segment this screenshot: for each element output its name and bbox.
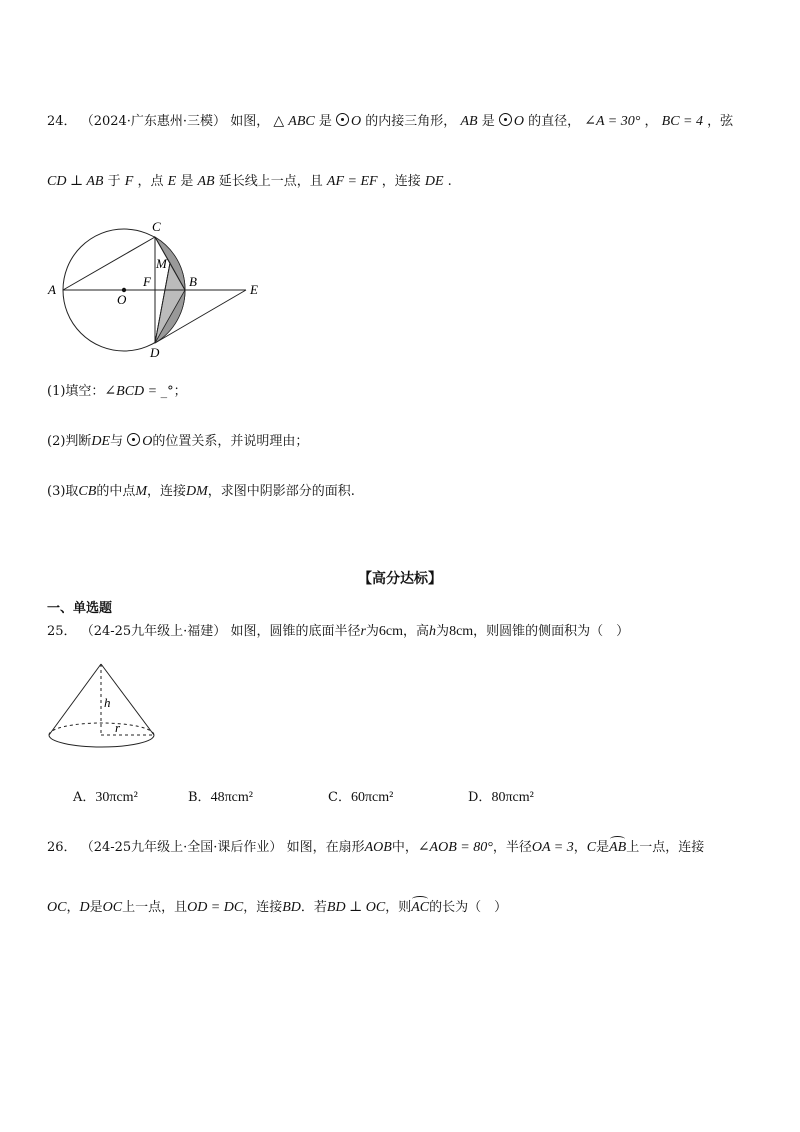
question-number: 26． xyxy=(47,840,77,855)
math-c: C xyxy=(586,840,597,855)
option-letter: C． xyxy=(328,790,351,805)
text: ，连接 xyxy=(381,174,421,189)
math-cb: CB xyxy=(78,484,97,499)
text: 上一点，连接 xyxy=(626,840,705,855)
text: ，则 xyxy=(385,900,412,915)
label-c: C xyxy=(152,219,161,234)
text: 为 xyxy=(436,624,450,639)
math-dm: DM xyxy=(186,484,208,499)
text: ， xyxy=(66,900,80,915)
math-r-value: 6cm xyxy=(378,624,404,639)
text: 中， xyxy=(391,840,418,855)
text: 的位置关系，并说明理由； xyxy=(152,434,309,449)
section-title: 【高分达标】 xyxy=(358,571,442,587)
math-oc: OC xyxy=(102,900,123,915)
math-bd-perp-oc: BD ⊥ OC xyxy=(326,900,386,915)
math-oc: OC xyxy=(47,900,67,915)
section-subtitle: 一、单选题 xyxy=(47,601,113,616)
text: . xyxy=(447,174,452,189)
circle-symbol-icon xyxy=(336,113,349,126)
text: 上一点，且 xyxy=(122,900,188,915)
question-number: 25． xyxy=(47,624,77,639)
text: ，高 xyxy=(403,624,430,639)
label-f: F xyxy=(143,274,151,289)
text: 如图，在扇形 xyxy=(286,840,365,855)
math-arc-ac: AC xyxy=(411,898,429,918)
q26-line2 xyxy=(47,898,507,918)
q25-stem xyxy=(47,622,629,642)
text: 如图， xyxy=(230,114,270,129)
question-source: （2024·广东惠州·三模） xyxy=(80,114,227,129)
text: ，求图中阴影部分的面积. xyxy=(207,484,355,499)
math-od-dc: OD = DC xyxy=(187,900,244,915)
math-bd: BD xyxy=(282,900,301,915)
circle-symbol-icon xyxy=(499,113,512,126)
option-value: 48πcm² xyxy=(210,790,253,805)
option-letter: B． xyxy=(188,790,211,805)
text: 的中点 xyxy=(96,484,136,499)
text: ， xyxy=(644,114,658,129)
math-oa: OA = 3 xyxy=(531,840,574,855)
text: 是 xyxy=(89,900,103,915)
q24-line2 xyxy=(47,172,452,192)
text: °； xyxy=(167,384,187,399)
math-r: r xyxy=(360,624,366,639)
label-a: A xyxy=(48,282,56,297)
base-front xyxy=(49,735,154,747)
math-cd-perp-ab: CD ⊥ AB xyxy=(47,174,104,189)
math-e: E xyxy=(167,174,177,189)
label-o: O xyxy=(117,292,127,307)
label-b: B xyxy=(189,274,197,289)
math-ab: AB xyxy=(197,174,215,189)
math-d: D xyxy=(79,900,90,915)
math-arc-ab: AB xyxy=(609,838,626,858)
question-number: 24． xyxy=(47,114,77,129)
text: (3)取 xyxy=(47,484,79,499)
text: ，半径 xyxy=(492,840,532,855)
line-ac xyxy=(63,237,155,290)
q24-circle-figure xyxy=(40,215,280,365)
math-abc: ABC xyxy=(288,114,315,129)
label-d: D xyxy=(150,345,160,360)
text: ，则圆锥的侧面积为（ ） xyxy=(473,624,630,639)
math-angle-aob: ∠AOB = 80° xyxy=(417,840,493,855)
label-r: r xyxy=(115,720,121,735)
triangle-symbol: △ xyxy=(273,114,285,129)
q24-part2 xyxy=(47,432,308,452)
math-ab: AB xyxy=(460,114,478,129)
math-angle-bcd: ∠BCD = xyxy=(104,384,161,399)
q26-line1 xyxy=(47,838,704,858)
option-value: 80πcm² xyxy=(491,790,534,805)
math-m: M xyxy=(135,484,147,499)
option-letter: D． xyxy=(468,790,492,805)
option-b[interactable] xyxy=(188,786,253,806)
label-h: h xyxy=(104,695,111,710)
label-m: M xyxy=(156,256,167,271)
text: 为 xyxy=(365,624,379,639)
text: ，连接 xyxy=(243,900,283,915)
math-h-value: 8cm xyxy=(449,624,474,639)
text: ，连接 xyxy=(147,484,187,499)
option-letter: A． xyxy=(73,790,96,805)
text: 的长为（ ） xyxy=(429,900,508,915)
text: 是 xyxy=(318,114,332,129)
text: 与 xyxy=(110,434,124,449)
option-c[interactable] xyxy=(328,786,393,806)
math-af-ef: AF = EF xyxy=(326,174,378,189)
q24-part1 xyxy=(47,382,187,402)
text: 的内接三角形， xyxy=(365,114,457,129)
cone-left-side xyxy=(49,664,101,735)
option-a[interactable] xyxy=(73,786,138,806)
math-o: O xyxy=(142,434,153,449)
circle-symbol-icon xyxy=(127,433,140,446)
math-h: h xyxy=(429,624,437,639)
text: ，弦 xyxy=(707,114,734,129)
text: 的直径， xyxy=(528,114,581,129)
math-f: F xyxy=(124,174,134,189)
text: 于 xyxy=(107,174,121,189)
text: ， xyxy=(573,840,587,855)
math-o: O xyxy=(513,114,524,129)
text: 是 xyxy=(596,840,610,855)
q25-cone-figure xyxy=(44,660,160,752)
option-d[interactable] xyxy=(468,786,534,806)
text: (1)填空： xyxy=(47,384,105,399)
text: ．若 xyxy=(300,900,327,915)
text: 延长线上一点，且 xyxy=(218,174,323,189)
math-de: DE xyxy=(91,434,111,449)
math-o: O xyxy=(351,114,362,129)
answer-blank: _ xyxy=(160,384,168,399)
option-value: 60πcm² xyxy=(350,790,394,805)
text: 是 xyxy=(180,174,194,189)
math-bc: BC = 4 xyxy=(661,114,703,129)
option-value: 30πcm² xyxy=(95,790,138,805)
math-angle-a: ∠A = 30° xyxy=(584,114,641,129)
question-source: （24-25九年级上·福建） xyxy=(80,624,227,639)
label-e: E xyxy=(250,282,258,297)
math-de: DE xyxy=(424,174,444,189)
text: 如图，圆锥的底面半径 xyxy=(230,624,361,639)
text: ，点 xyxy=(137,174,164,189)
q24-part3 xyxy=(47,482,355,502)
q24-line1 xyxy=(47,112,733,132)
question-source: （24-25九年级上·全国·课后作业） xyxy=(80,840,283,855)
text: 是 xyxy=(481,114,495,129)
text: (2)判断 xyxy=(47,434,92,449)
math-aob: AOB xyxy=(364,840,392,855)
